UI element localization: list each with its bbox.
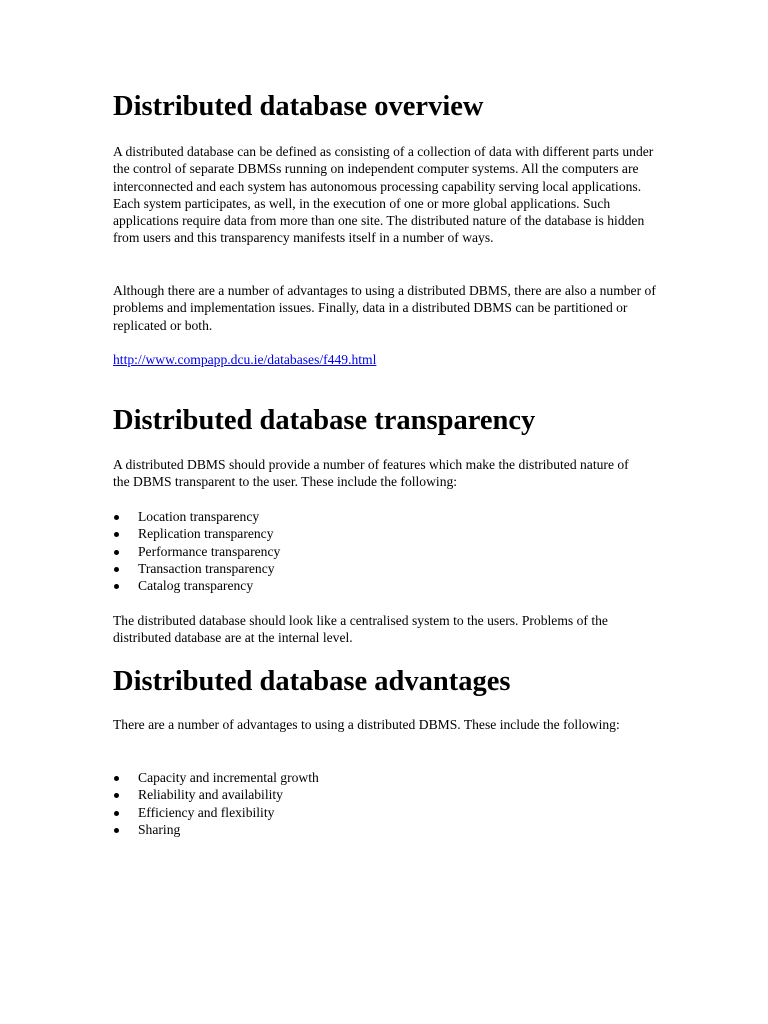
list-item: Sharing xyxy=(93,821,319,838)
reference-link[interactable]: http://www.compapp.dcu.ie/databases/f449.html xyxy=(113,352,377,367)
bullet-icon xyxy=(114,532,119,537)
advantages-list xyxy=(93,769,319,838)
list-item: Performance transparency xyxy=(93,543,280,560)
heading-transparency: Distributed database transparency xyxy=(113,405,536,436)
bullet-icon xyxy=(114,828,119,833)
list-item: Replication transparency xyxy=(93,525,280,542)
bullet-icon xyxy=(114,793,119,798)
heading-overview: Distributed database overview xyxy=(113,91,484,122)
list-item: Efficiency and flexibility xyxy=(93,804,319,821)
list-item: Catalog transparency xyxy=(93,577,280,594)
bullet-icon xyxy=(114,811,119,816)
bullet-icon xyxy=(114,776,119,781)
bullet-icon xyxy=(114,567,119,572)
paragraph-advantages-intro: There are a number of advantages to using a distributed DBMS. These include the following: xyxy=(113,717,620,732)
paragraph-transparency-outro: The distributed database should look like a centralised system to the users. Problems of the distributed database are at the internal level. xyxy=(113,613,608,646)
paragraph-transparency-intro: A distributed DBMS should provide a number of features which make the distributed nature of the DBMS transparent to the user. These include the following: xyxy=(113,457,629,490)
bullet-icon xyxy=(114,515,119,520)
transparency-list xyxy=(93,508,280,594)
heading-advantages: Distributed database advantages xyxy=(113,666,511,697)
list-item: Transaction transparency xyxy=(93,560,280,577)
list-item: Capacity and incremental growth xyxy=(93,769,319,786)
paragraph-overview-problems: Although there are a number of advantages to using a distributed DBMS, there are also a number of problems and implementation issues. Finally, data in a distributed DBMS can be partitioned or replicated or both. xyxy=(113,283,656,333)
list-item: Location transparency xyxy=(93,508,280,525)
bullet-icon xyxy=(114,550,119,555)
bullet-icon xyxy=(114,584,119,589)
list-item: Reliability and availability xyxy=(93,786,319,803)
paragraph-overview-definition: A distributed database can be defined as consisting of a collection of data with different parts under the control of separate DBMSs running on independent computer systems. All the computers are interconnected and each system has autonomous processing capability serving local applications. Each system participates, as well, in the execution of one or more global applications. Such applications require data from more than one site. The distributed nature of the database is hidden from users and this transparency manifests itself in a number of ways. xyxy=(113,144,654,246)
